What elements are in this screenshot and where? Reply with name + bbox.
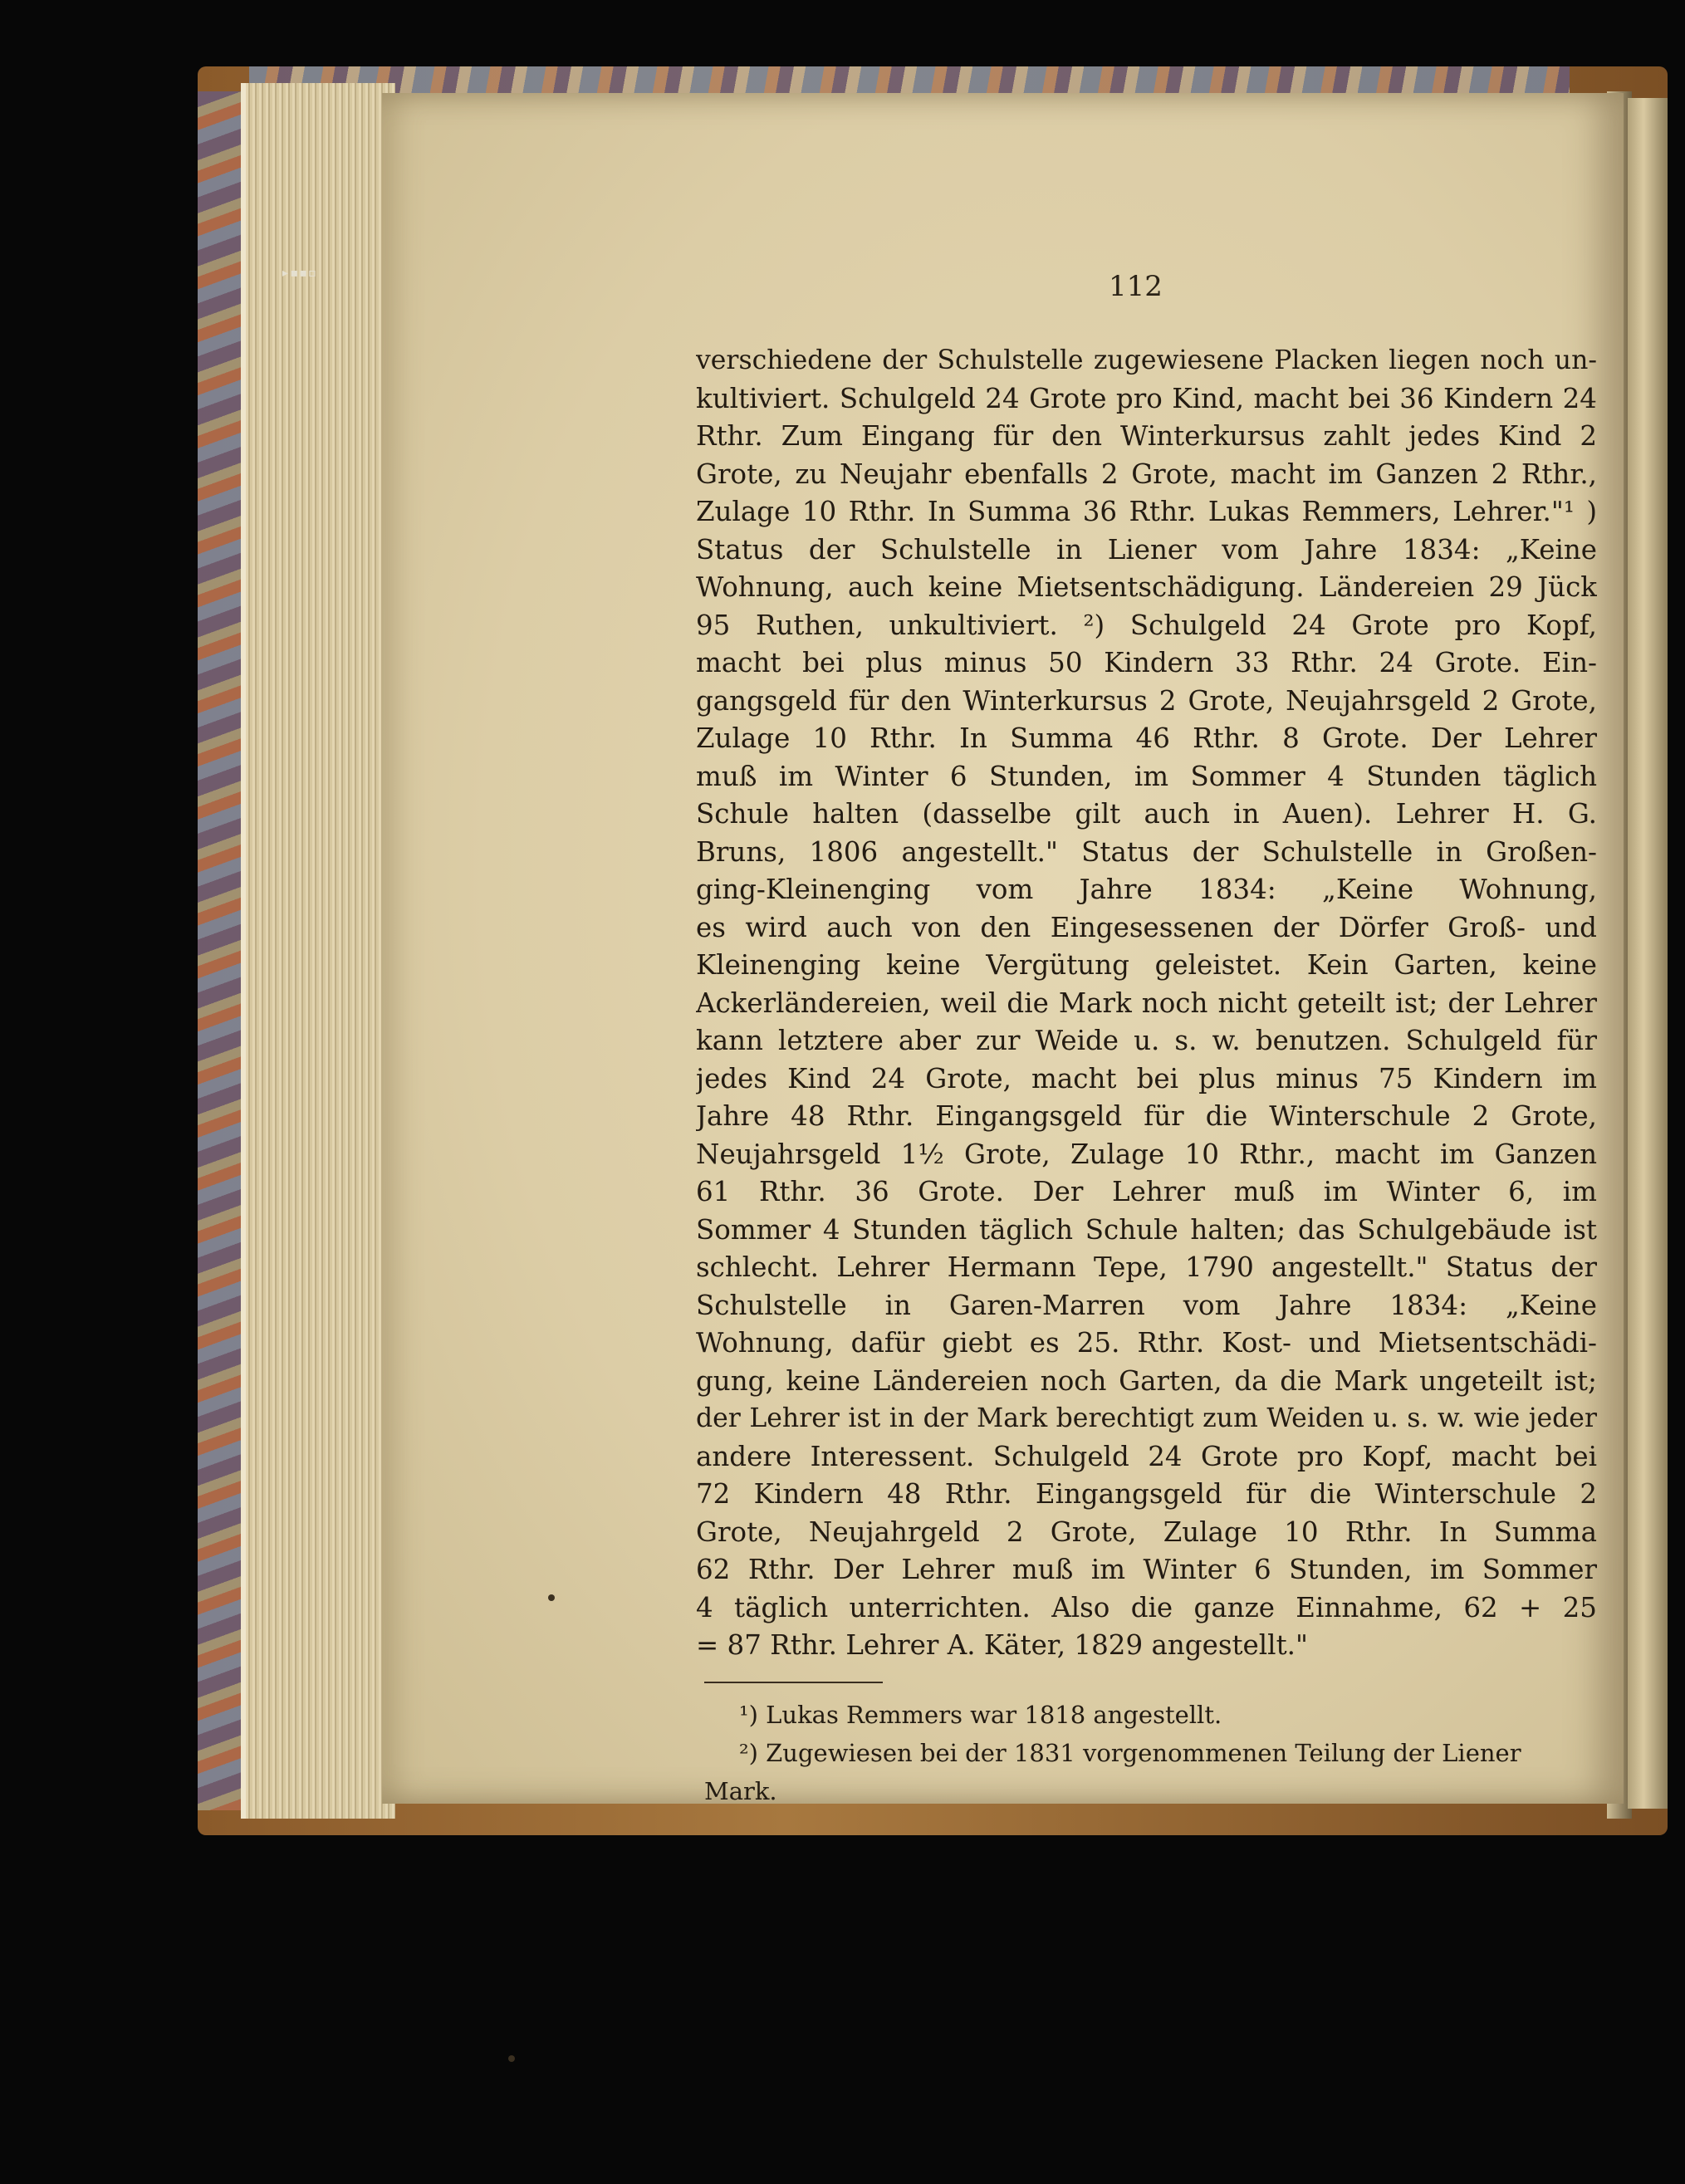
text-line: Status der Schulstelle in Liener vom Jahre 1834: „Keine	[696, 533, 1597, 566]
text-line: gung, keine Ländereien noch Garten, da die Mark ungeteilt ist;	[696, 1364, 1597, 1397]
text-line: Schule halten (dasselbe gilt auch in Auen). Lehrer H. G.	[696, 798, 1597, 830]
text-line: = 87 Rthr. Lehrer A. Käter, 1829 angestellt."	[696, 1629, 1308, 1661]
text-line: der Lehrer ist in der Mark berechtigt zum Weiden u. s. w. wie jeder	[696, 1403, 1597, 1433]
text-line: 62 Rthr. Der Lehrer muß im Winter 6 Stunden, im Sommer	[696, 1554, 1597, 1585]
footnotes	[704, 1696, 1597, 1810]
text-line: Zulage 10 Rthr. In Summa 46 Rthr. 8 Grote. Der Lehrer	[696, 722, 1597, 754]
text-line: Bruns, 1806 angestellt." Status der Schulstelle in Großen-	[696, 835, 1597, 868]
footnote-2-continued: Mark.	[704, 1777, 777, 1805]
text-line: Sommer 4 Stunden täglich Schule halten; das Schulgebäude ist	[696, 1213, 1597, 1246]
text-line: Kleinenging keine Vergütung geleistet. Kein Garten, keine	[696, 949, 1597, 981]
text-line: Rthr. Zum Eingang für den Winterkursus zahlt jedes Kind 2	[696, 420, 1597, 452]
text-line: Ackerländereien, weil die Mark noch nicht geteilt ist; der Lehrer	[696, 987, 1597, 1019]
text-line: muß im Winter 6 Stunden, im Sommer 4 Stunden täglich	[696, 760, 1597, 792]
text-line: es wird auch von den Eingesessenen der Dörfer Groß- und	[696, 911, 1597, 943]
main-text	[696, 342, 1597, 1665]
marbled-left-edge	[198, 91, 247, 1810]
text-line: 72 Kindern 48 Rthr. Eingangsgeld für die Winterschule 2	[696, 1478, 1597, 1510]
text-line: Grote, Neujahrgeld 2 Grote, Zulage 10 Rthr. In Summa	[696, 1516, 1597, 1548]
text-line: jedes Kind 24 Grote, macht bei plus minus 75 Kindern im	[696, 1062, 1597, 1094]
text-line: Zulage 10 Rthr. In Summa 36 Rthr. Lukas Remmers, Lehrer."¹ )	[696, 496, 1597, 527]
text-line: kann letztere aber zur Weide u. s. w. benutzen. Schulgeld für	[696, 1025, 1597, 1056]
margin-speck	[548, 1594, 555, 1601]
page-block-edges	[241, 83, 395, 1819]
text-line: ging-Kleinenging vom Jahre 1834: „Keine Wohnung,	[696, 874, 1597, 905]
text-line: Grote, zu Neujahr ebenfalls 2 Grote, macht im Ganzen 2 Rthr.,	[696, 458, 1597, 490]
text-line: Neujahrsgeld 1½ Grote, Zulage 10 Rthr., macht im Ganzen	[696, 1138, 1597, 1170]
footnote-rule	[704, 1682, 883, 1683]
text-line: Jahre 48 Rthr. Eingangsgeld für die Winterschule 2 Grote,	[696, 1100, 1597, 1132]
footnote-1: ¹) Lukas Remmers war 1818 angestellt.	[739, 1701, 1222, 1729]
text-line: macht bei plus minus 50 Kindern 33 Rthr. 24 Grote. Ein-	[696, 647, 1597, 678]
text-line: andere Interessent. Schulgeld 24 Grote pro Kopf, macht bei	[696, 1440, 1597, 1472]
text-line: gangsgeld für den Winterkursus 2 Grote, Neujahrsgeld 2 Grote,	[696, 684, 1597, 717]
text-line: schlecht. Lehrer Hermann Tepe, 1790 angestellt." Status der	[696, 1251, 1597, 1283]
text-line: kultiviert. Schulgeld 24 Grote pro Kind, macht bei 36 Kindern 24	[696, 382, 1597, 414]
footnote-2: ²) Zugewiesen bei der 1831 vorgenommenen Teilung der Liener	[739, 1739, 1521, 1767]
text-line: 4 täglich unterrichten. Also die ganze Einnahme, 62 + 25	[696, 1591, 1597, 1623]
scan-mark-icon: ▸▪▪▫	[281, 264, 317, 282]
text-line: 61 Rthr. 36 Grote. Der Lehrer muß im Winter 6, im	[696, 1176, 1597, 1207]
text-line: Wohnung, auch keine Mietsentschädigung. Ländereien 29 Jück	[696, 571, 1597, 603]
facing-page-edge	[1628, 98, 1668, 1809]
page-number: 112	[1109, 270, 1163, 303]
margin-speck	[508, 2055, 515, 2062]
text-line: Schulstelle in Garen-Marren vom Jahre 1834: „Keine	[696, 1289, 1597, 1321]
text-line: Wohnung, dafür giebt es 25. Rthr. Kost- und Mietsentschädi-	[696, 1327, 1597, 1359]
text-line: verschiedene der Schulstelle zugewiesene Placken liegen noch un-	[696, 345, 1597, 375]
text-line: 95 Ruthen, unkultiviert. ²) Schulgeld 24 Grote pro Kopf,	[696, 609, 1597, 641]
